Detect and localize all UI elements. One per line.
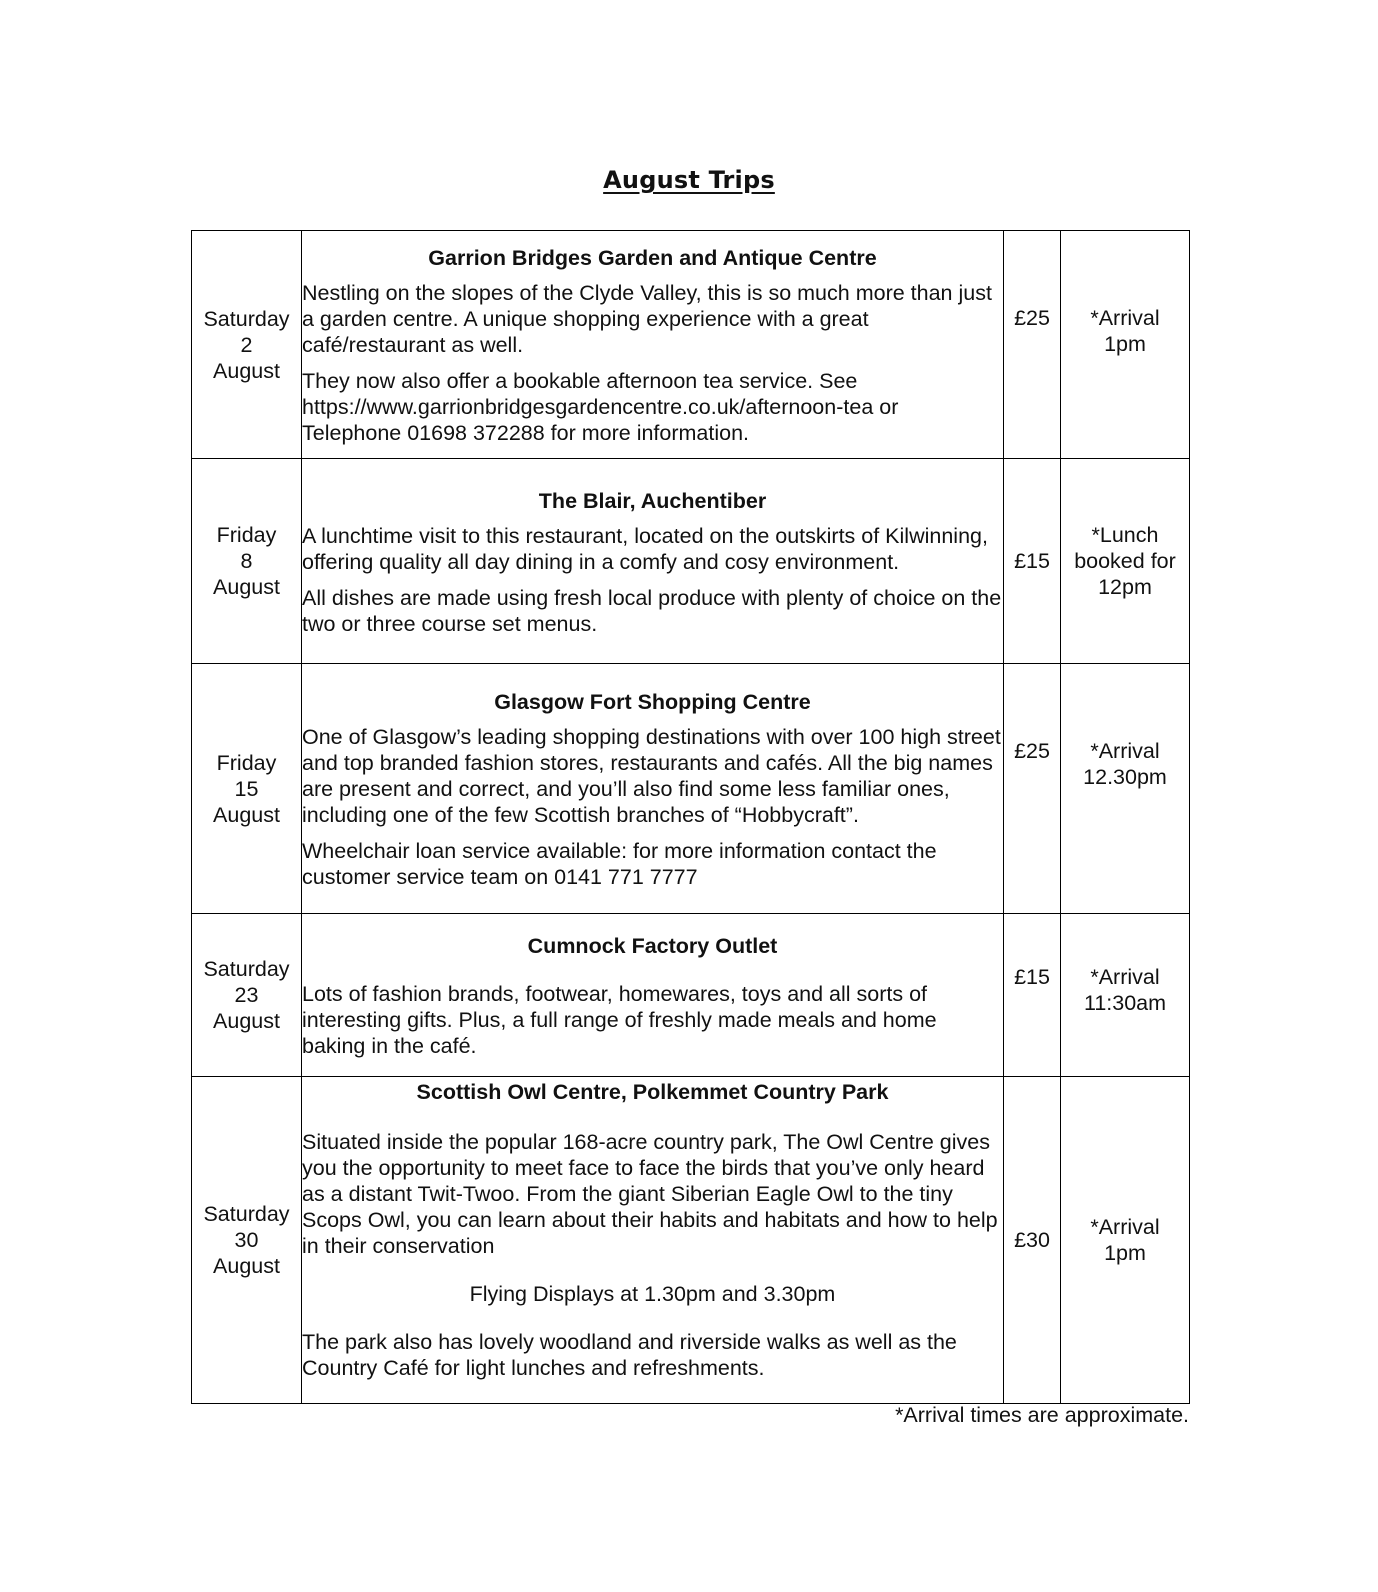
trip-date-number: 30 — [234, 1228, 259, 1252]
trip-note-line: *Arrival — [1090, 306, 1160, 330]
trip-price: £15 — [1004, 914, 1061, 1077]
trip-date — [192, 1077, 302, 1404]
trip-note — [1061, 231, 1190, 459]
trip-note — [1061, 459, 1190, 664]
trip-note — [1061, 1077, 1190, 1404]
trip-date-month: August — [213, 802, 280, 827]
trip-date-number: 23 — [234, 983, 259, 1007]
trip-paragraph: Nestling on the slopes of the Clyde Valley, this is so much more than just a garden centre. A unique shopping experience with a great café/restaurant as well. — [302, 281, 992, 357]
trip-note-line: 12pm — [1098, 575, 1152, 599]
trip-date — [192, 231, 302, 459]
trip-row — [192, 914, 1190, 1077]
trip-date-number: 15 — [234, 776, 259, 801]
trip-row — [192, 1077, 1190, 1404]
trip-title: Scottish Owl Centre, Polkemmet Country Park — [416, 1080, 889, 1104]
trip-row — [192, 231, 1190, 459]
trip-title: The Blair, Auchentiber — [538, 488, 767, 513]
trip-date-day: Saturday — [203, 957, 290, 981]
trip-row — [192, 459, 1190, 664]
trip-paragraph: A lunchtime visit to this restaurant, located on the outskirts of Kilwinning, offering quality all day dining in a comfy and cosy environment. — [302, 523, 988, 574]
trip-description — [302, 914, 1004, 1077]
trip-date-month: August — [213, 575, 280, 599]
trip-date-month: August — [213, 1009, 280, 1033]
trip-note-line: *Arrival — [1090, 1215, 1160, 1239]
trip-note — [1061, 664, 1190, 914]
trip-date — [192, 914, 302, 1077]
trip-date-number: 8 — [240, 549, 253, 573]
trip-description — [302, 664, 1004, 914]
trip-note-line: *Arrival — [1090, 739, 1160, 763]
trip-date-day: Saturday — [203, 1202, 290, 1226]
trip-note-line: 11:30am — [1083, 991, 1167, 1015]
trip-price: £25 — [1004, 231, 1061, 459]
trip-note-line: 1pm — [1104, 1241, 1146, 1265]
trip-paragraph: The park also has lovely woodland and riverside walks as well as the Country Café for light lunches and refreshments. — [302, 1330, 957, 1380]
trip-date-day: Friday — [216, 523, 277, 547]
trip-note — [1061, 914, 1190, 1077]
trip-note-line: 1pm — [1104, 332, 1146, 356]
trip-paragraph: Situated inside the popular 168-acre country park, The Owl Centre gives you the opportunity to meet face to face the birds that you’ve only heard as a distant Twit-Twoo. From the giant Siberian Eagle Owl to the tiny Scops Owl, you can learn about their habits and habitats and how to help in their conservation — [302, 1130, 998, 1258]
trip-price: £30 — [1004, 1077, 1061, 1404]
trip-price: £15 — [1004, 459, 1061, 664]
trip-description — [302, 1077, 1004, 1404]
trip-note-line: *Arrival — [1090, 965, 1160, 989]
footnote: *Arrival times are approximate. — [895, 1403, 1189, 1427]
trip-paragraph: All dishes are made using fresh local produce with plenty of choice on the two or three course set menus. — [302, 585, 1002, 636]
trip-note-line: booked for — [1074, 549, 1176, 573]
trip-description — [302, 459, 1004, 664]
page-title: August Trips — [603, 166, 775, 194]
trip-date-number: 2 — [240, 332, 253, 357]
trip-paragraph: Wheelchair loan service available: for more information contact the customer service team on 0141 771 7777 — [302, 839, 937, 889]
trip-date-day: Friday — [216, 750, 277, 775]
trip-date-month: August — [213, 1254, 280, 1278]
trip-paragraph: One of Glasgow’s leading shopping destinations with over 100 high street and top branded fashion stores, restaurants and cafés. All the big names are present and correct, and you’ll also find some less familiar ones, including one of the few Scottish branches of “Hobbycraft”. — [302, 725, 1001, 827]
trip-title: Cumnock Factory Outlet — [527, 934, 778, 958]
trip-date — [192, 664, 302, 914]
trip-row — [192, 664, 1190, 914]
trip-title: Garrion Bridges Garden and Antique Centre — [428, 246, 877, 270]
trip-date-day: Saturday — [203, 306, 290, 331]
trip-description — [302, 231, 1004, 459]
trip-paragraph: Flying Displays at 1.30pm and 3.30pm — [469, 1282, 836, 1306]
trip-paragraph: They now also offer a bookable afternoon tea service. See https://www.garrionbridgesgardencentre.co.uk/afternoon-tea or Telephone 01698 372288 for more information. — [302, 369, 899, 445]
trip-note-line: 12.30pm — [1083, 765, 1167, 789]
trip-date — [192, 459, 302, 664]
trip-price: £25 — [1004, 664, 1061, 914]
trip-date-month: August — [213, 358, 280, 383]
trips-table — [191, 230, 1190, 1404]
trip-note-line: *Lunch — [1091, 523, 1159, 547]
trip-paragraph: Lots of fashion brands, footwear, homewares, toys and all sorts of interesting gifts. Plus, a full range of freshly made meals and home baking in the café. — [302, 982, 937, 1058]
trip-title: Glasgow Fort Shopping Centre — [494, 690, 811, 714]
